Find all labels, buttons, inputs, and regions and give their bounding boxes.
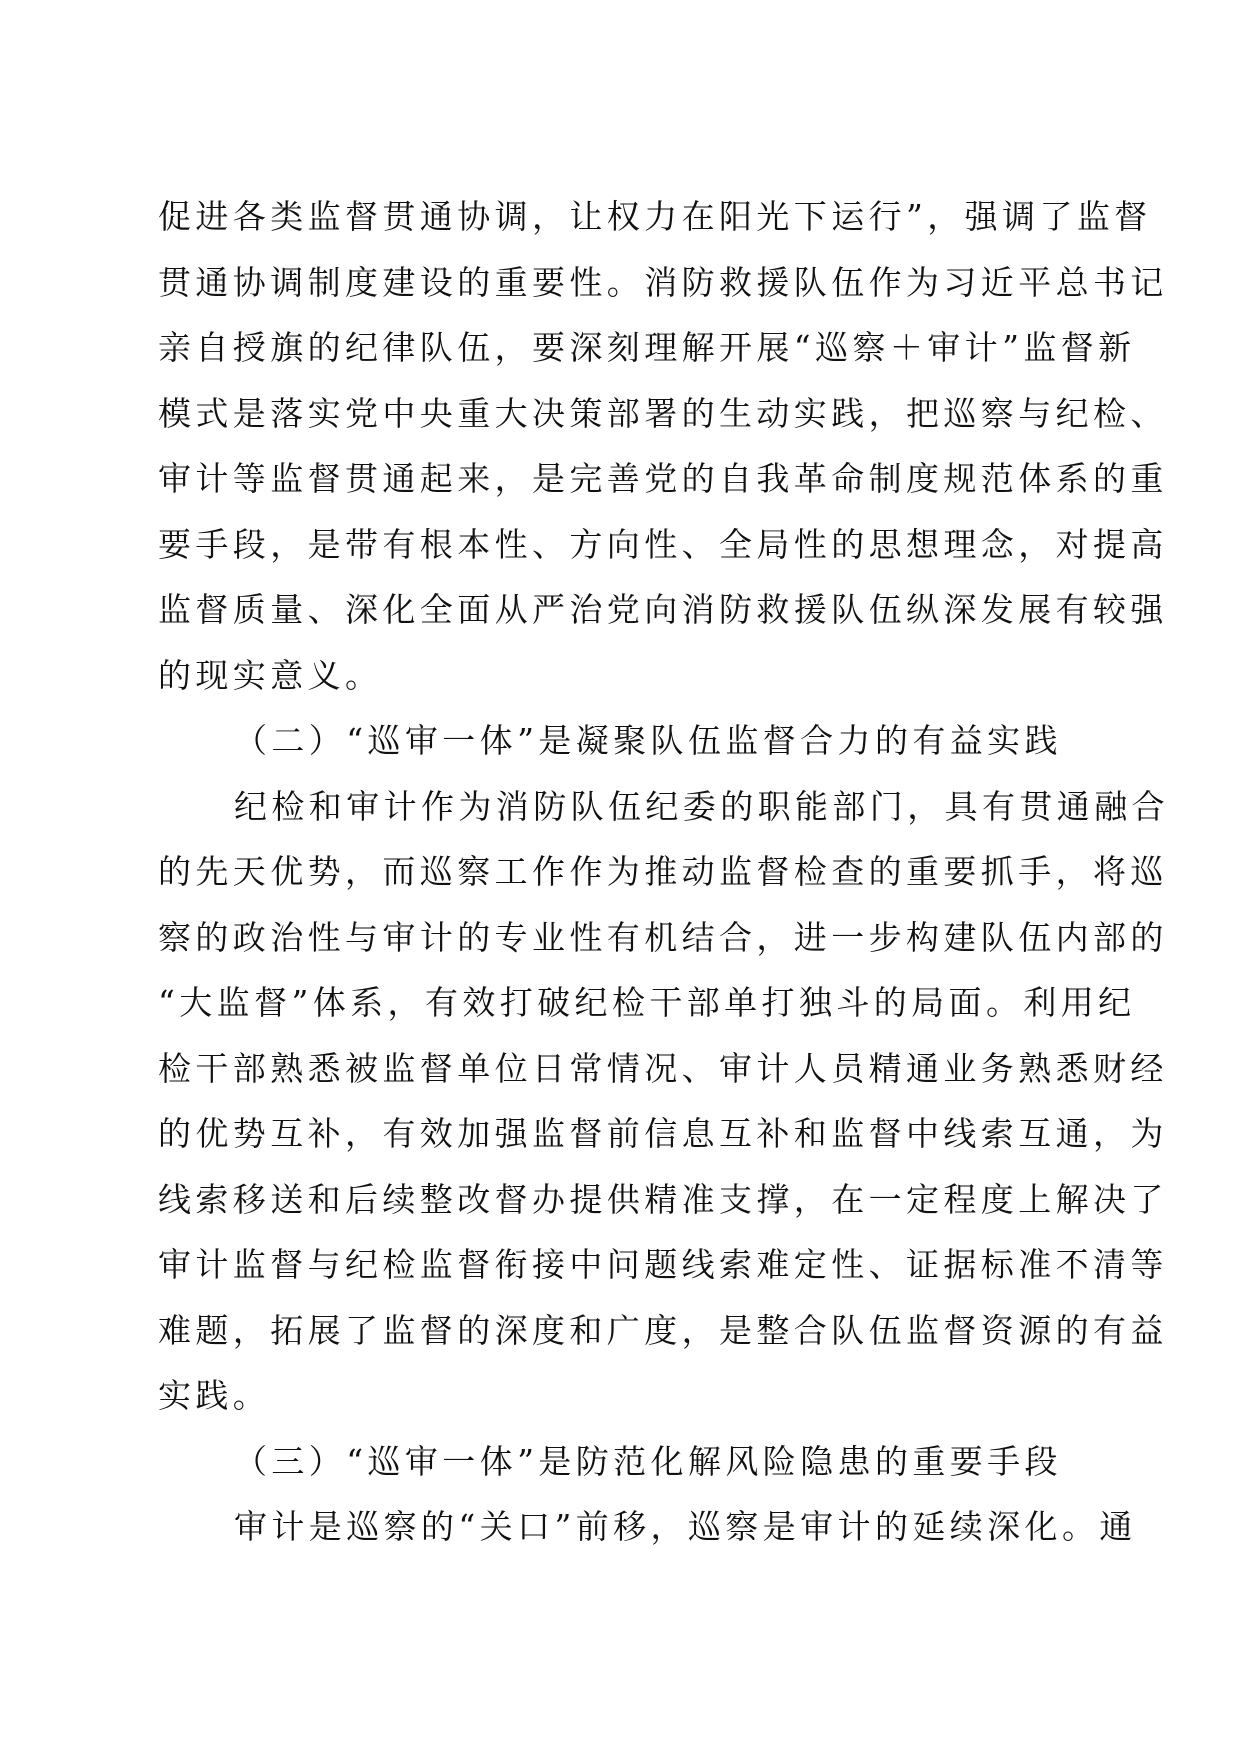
document-body — [158, 184, 1169, 1560]
paragraph-line: 纪检和审计作为消防队伍纪委的职能部门，具有贯通融合 — [234, 786, 1169, 826]
paragraph-line: 审计监督与纪检监督衔接中问题线索难定性、证据标准不清等 — [158, 1245, 1168, 1284]
paragraph-line: 的先天优势，而巡察工作作为推动监督检查的重要抓手，将巡 — [158, 852, 1168, 891]
paragraph-line: 难题，拓展了监督的深度和广度，是整合队伍监督资源的有益 — [158, 1310, 1168, 1350]
paragraph-line: “大监督”体系，有效打破纪检干部单打独斗的局面。利用纪 — [158, 983, 1136, 1022]
paragraph-line: 审计等监督贯通起来，是完善党的自我革命制度规范体系的重 — [158, 459, 1168, 498]
section-heading-2: （二）“巡审一体”是凝聚队伍监督合力的有益实践 — [234, 721, 1062, 760]
paragraph-line: 检干部熟悉被监督单位日常情况、审计人员精通业务熟悉财经 — [158, 1048, 1168, 1088]
paragraph-2 — [158, 774, 1169, 1429]
paragraph-3 — [158, 1494, 1137, 1560]
paragraph-line: 的现实意义。 — [158, 655, 383, 695]
paragraph-line: 监督质量、深化全面从严治党向消防救援队伍纵深发展有较强 — [158, 590, 1168, 629]
paragraph-line: 线索移送和后续整改督办提供精准支撑，在一定程度上解决了 — [158, 1179, 1168, 1219]
paragraph-line: 模式是落实党中央重大决策部署的生动实践，把巡察与纪检、 — [158, 393, 1168, 433]
paragraph-1 — [158, 184, 1168, 708]
paragraph-line: 促进各类监督贯通协调，让权力在阳光下运行”，强调了监督 — [158, 197, 1152, 236]
paragraph-line: 贯通协调制度建设的重要性。消防救援队伍作为习近平总书记 — [158, 262, 1168, 302]
paragraph-line: 察的政治性与审计的专业性有机结合，进一步构建队伍内部的 — [158, 917, 1168, 957]
paragraph-line: 实践。 — [158, 1376, 271, 1415]
section-heading-3: （三）“巡审一体”是防范化解风险隐患的重要手段 — [234, 1441, 1062, 1481]
paragraph-line: 亲自授旗的纪律队伍，要深刻理解开展“巡察＋审计”监督新 — [158, 328, 1136, 367]
paragraph-line: 审计是巡察的“关口”前移，巡察是审计的延续深化。通 — [234, 1507, 1137, 1546]
paragraph-line: 的优势互补，有效加强监督前信息互补和监督中线索互通，为 — [158, 1114, 1168, 1153]
paragraph-line: 要手段，是带有根本性、方向性、全局性的思想理念，对提高 — [158, 524, 1168, 564]
